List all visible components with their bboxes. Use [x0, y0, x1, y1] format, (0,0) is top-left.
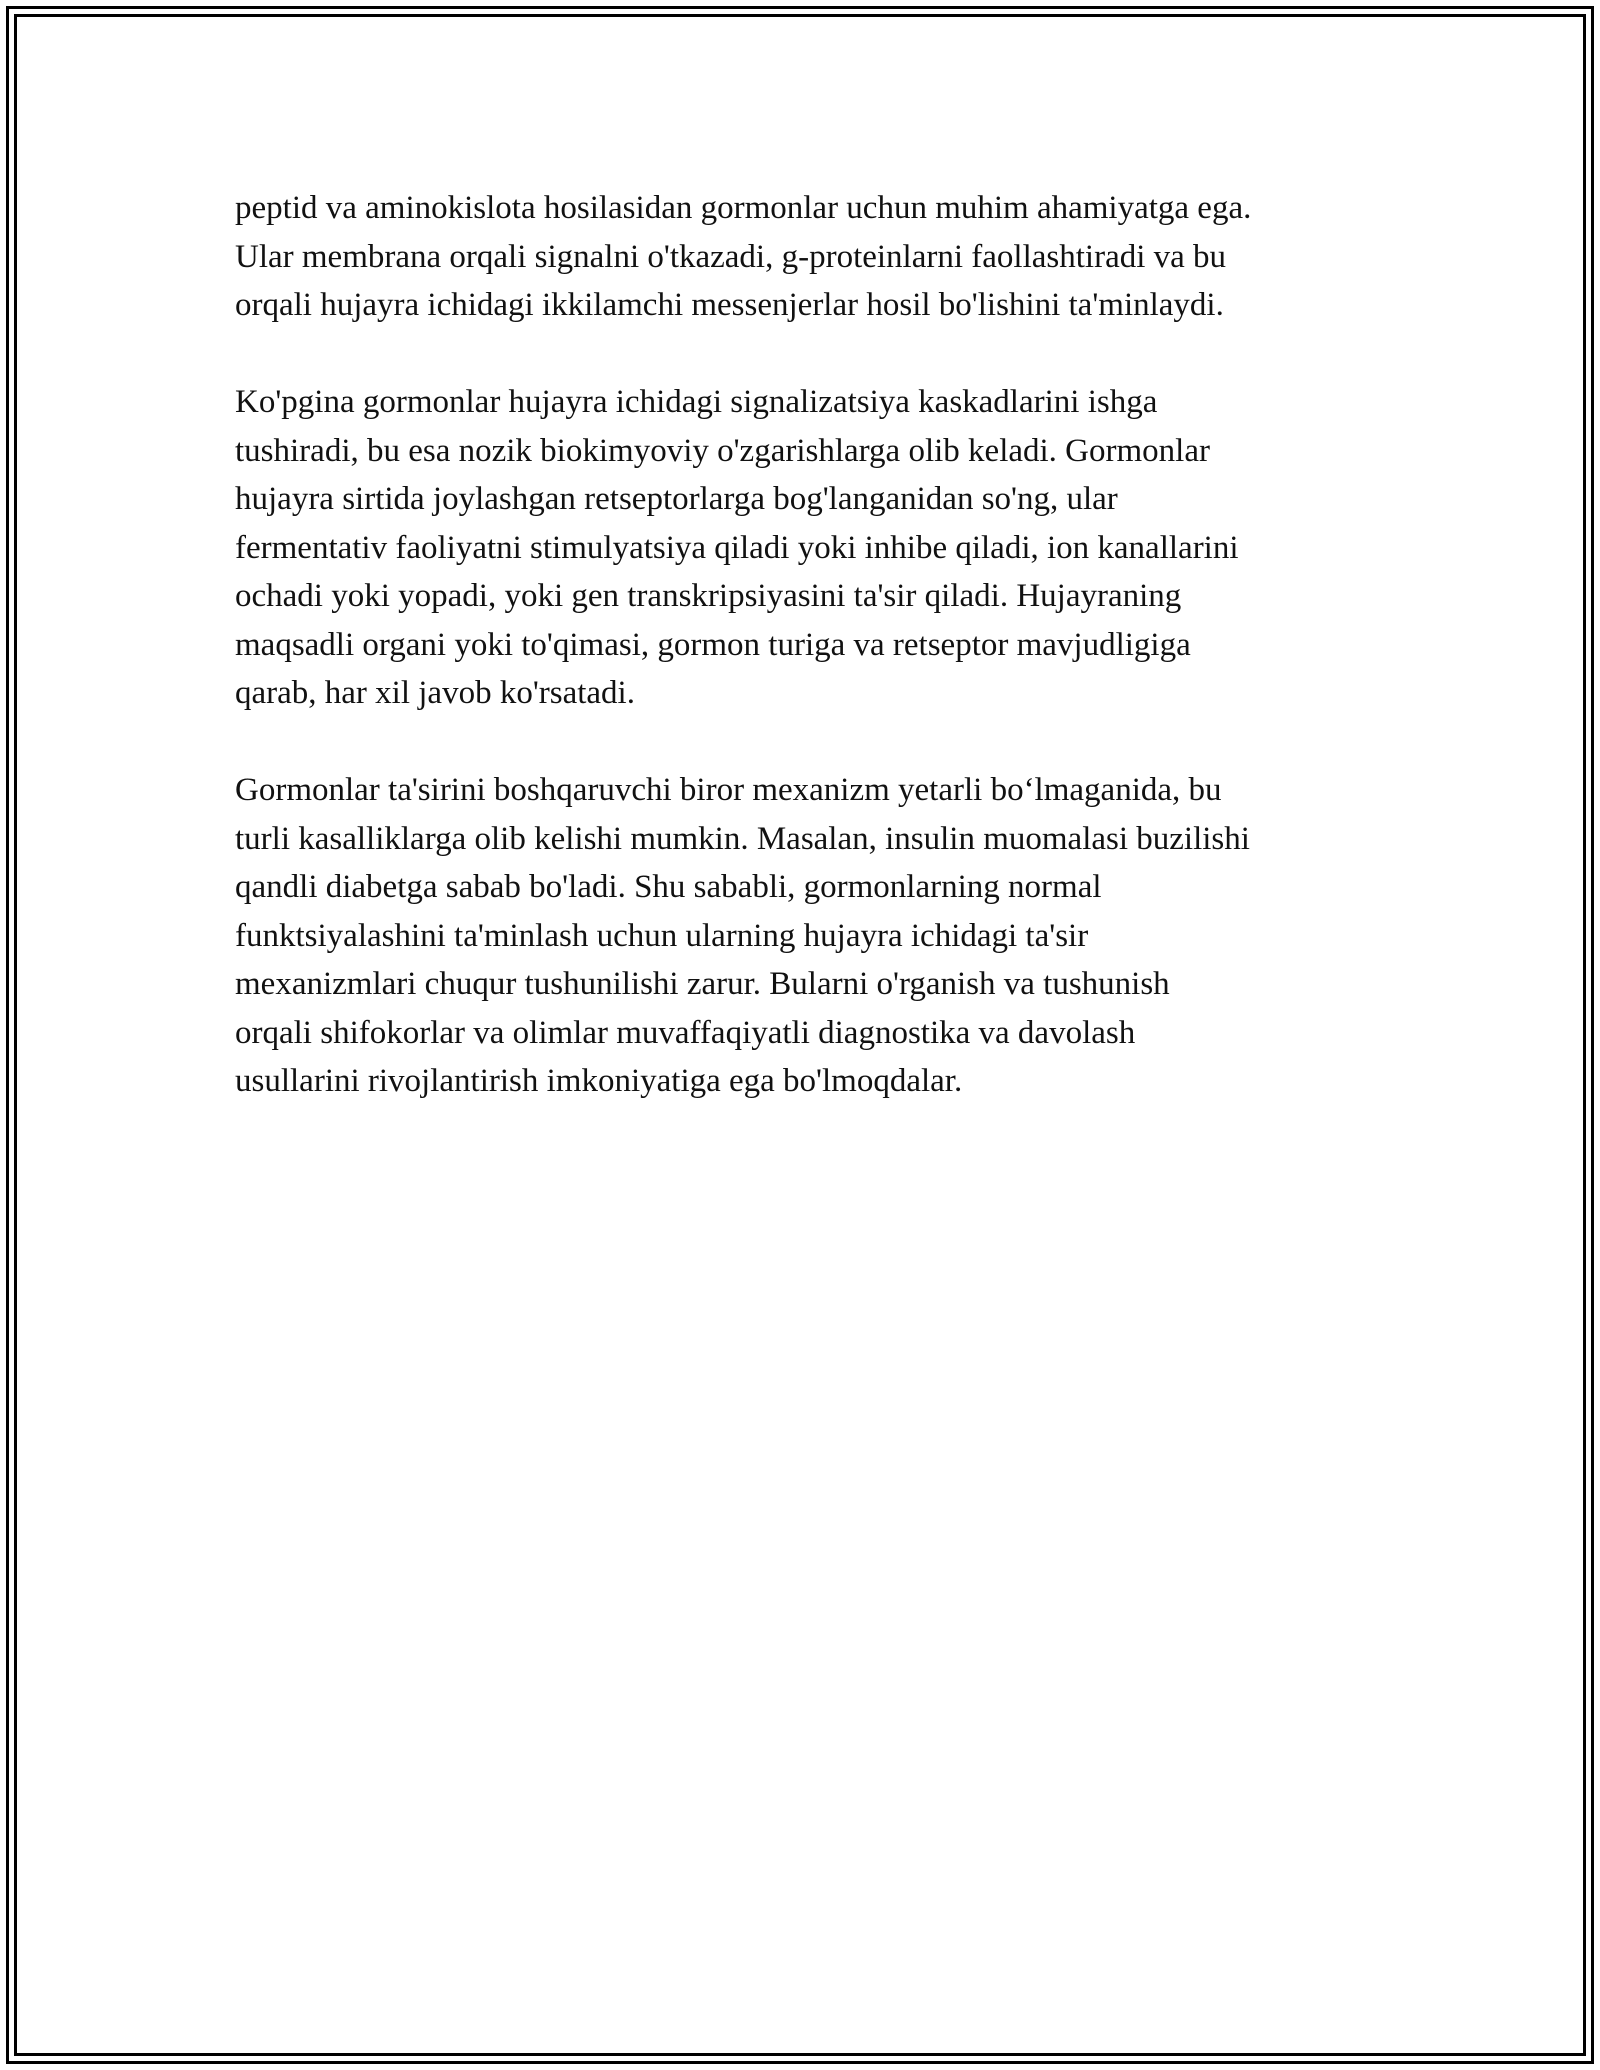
text-line: tushiradi, bu esa nozik biokimyoviy o'zgarishlarga olib keladi. Gormonlar [235, 432, 1210, 469]
text-line: ochadi yoki yopadi, yoki gen transkripsiyasini ta'sir qiladi. Hujayraning [235, 578, 1182, 614]
text-line: funktsiyalashini ta'minlash uchun ularning hujayra ichidagi ta'sir [235, 917, 1089, 954]
paragraph-1 [235, 184, 1375, 330]
document-body [235, 184, 1375, 1154]
text-line: fermentativ faoliyatni stimulyatsiya qiladi yoki inhibe qiladi, ion kanallarini [235, 529, 1239, 566]
text-line: usullarini rivojlantirish imkoniyatiga ega bo'lmoqdalar. [235, 1063, 963, 1099]
text-line: orqali shifokorlar va olimlar muvaffaqiyatli diagnostika va davolash [235, 1014, 1136, 1051]
text-line: Ular membrana orqali signalni o'tkazadi, g-proteinlarni faollashtiradi va bu [235, 238, 1227, 275]
paragraph-2 [235, 378, 1375, 718]
text-line: qarab, har xil javob ko'rsatadi. [235, 675, 635, 711]
text-line: qandli diabetga sabab bo'ladi. Shu sababli, gormonlarning normal [235, 869, 1102, 905]
paragraph-3 [235, 766, 1375, 1106]
text-line: peptid va aminokislota hosilasidan gormonlar uchun muhim ahamiyatga ega. [235, 190, 1252, 226]
text-line: Gormonlar ta'sirini boshqaruvchi biror mexanizm yetarli bo‘lmaganida, bu [235, 772, 1222, 808]
text-line: hujayra sirtida joylashgan retseptorlarga bog'langanidan so'ng, ular [235, 481, 1118, 517]
text-line: mexanizmlari chuqur tushunilishi zarur. Bularni o'rganish va tushunish [235, 966, 1170, 1002]
text-line: maqsadli organi yoki to'qimasi, gormon turiga va retseptor mavjudligiga [235, 626, 1191, 663]
text-line: orqali hujayra ichidagi ikkilamchi messenjerlar hosil bo'lishini ta'minlaydi. [235, 287, 1224, 323]
text-line: Ko'pgina gormonlar hujayra ichidagi signalizatsiya kaskadlarini ishga [235, 384, 1158, 420]
text-line: turli kasalliklarga olib kelishi mumkin. Masalan, insulin muomalasi buzilishi [235, 820, 1250, 857]
